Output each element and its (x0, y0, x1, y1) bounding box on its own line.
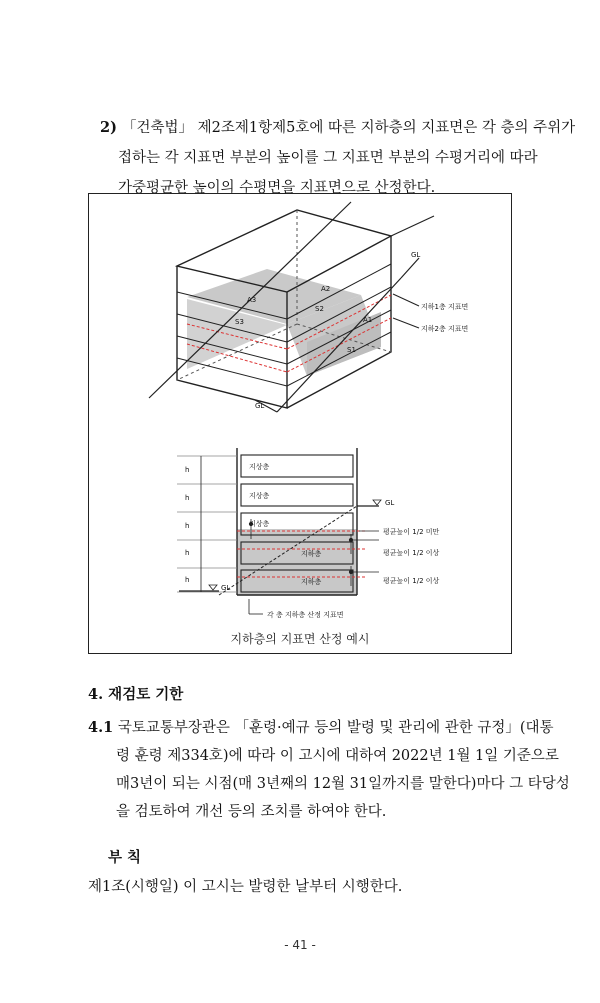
section-h-3: h (185, 522, 190, 530)
iso-diagram (149, 202, 434, 412)
para2-line2: 접하는 각 지표면 부분의 높이를 그 지표면 부분의 수평거리에 따라 (118, 150, 538, 166)
section-diagram (177, 448, 381, 614)
section-avg-more-1: 평균높이 1/2 이상 (383, 549, 440, 557)
para2-line3: 가중평균한 높이의 수평면을 지표면으로 산정한다. (118, 180, 436, 196)
section4-line2: 령 훈령 제334호)에 따라 이 고시에 대하여 2022년 1월 1일 기준으로 (116, 748, 559, 764)
section4-line1 (88, 713, 554, 743)
section-avg-more-2: 평균높이 1/2 이상 (383, 577, 440, 585)
iso-label-b2-surface: 지하2층 지표면 (421, 325, 469, 333)
section-h-2: h (185, 494, 190, 502)
section4-text-1: 국토교통부장관은 「훈령·예규 등의 발령 및 관리에 관한 규정」(대통 (117, 720, 554, 736)
iso-label-s3: S3 (235, 318, 244, 326)
section-h-4: h (185, 549, 190, 557)
section4-heading: 4. 재검토 기한 (88, 686, 184, 703)
iso-label-s1: S1 (347, 346, 356, 354)
section4-line3: 매3년이 되는 시점(매 3년째의 12월 31일까지를 말한다)마다 그 타당성 (116, 776, 570, 792)
iso-label-a2: A2 (321, 285, 331, 293)
iso-label-gl-bottom: GL (255, 402, 265, 410)
iso-label-a1: A1 (363, 316, 373, 324)
supplementary-heading: 부 칙 (108, 849, 142, 866)
iso-label-a3: A3 (247, 296, 257, 304)
section-floor-above-2: 지상층 (249, 492, 270, 500)
section-gl-right: GL (385, 499, 395, 507)
section4-item-number: 4.1 (88, 719, 114, 736)
figure-underground-ground-surface (88, 193, 512, 654)
para2-line1 (100, 113, 575, 143)
section-floor-below-2: 지하층 (301, 578, 322, 586)
section-basement-fill (237, 529, 357, 595)
section-floor-below-1: 지하층 (301, 550, 322, 558)
supplementary-article-1: 제1조(시행일) 이 고시는 발령한 날부터 시행한다. (88, 879, 403, 895)
section-floor-above-3: 지상층 (249, 520, 270, 528)
figure-caption: 지하층의 지표면 산정 예시 (230, 632, 370, 646)
figure-drawing (89, 194, 513, 655)
iso-label-gl-top: GL (411, 251, 421, 259)
section-gl-left: GL (221, 584, 231, 592)
section4-line4: 을 검토하여 개선 등의 조치를 하여야 한다. (116, 804, 387, 820)
section-h-5: h (185, 576, 190, 584)
section-bottom-note: 각 층 지하층 산정 지표면 (267, 611, 344, 619)
section-h-1: h (185, 466, 190, 474)
iso-label-b1-surface: 지하1층 지표면 (421, 303, 469, 311)
page-number: - 41 - (284, 938, 316, 952)
para2-text-1: 「건축법」 제2조제1항제5호에 따른 지하층의 지표면은 각 층의 주위가 (122, 120, 576, 136)
section-avg-less: 평균높이 1/2 미만 (383, 528, 440, 536)
para2-number: 2) (100, 119, 122, 136)
section-floor-above-1: 지상층 (249, 463, 270, 471)
iso-label-s2: S2 (315, 305, 324, 313)
